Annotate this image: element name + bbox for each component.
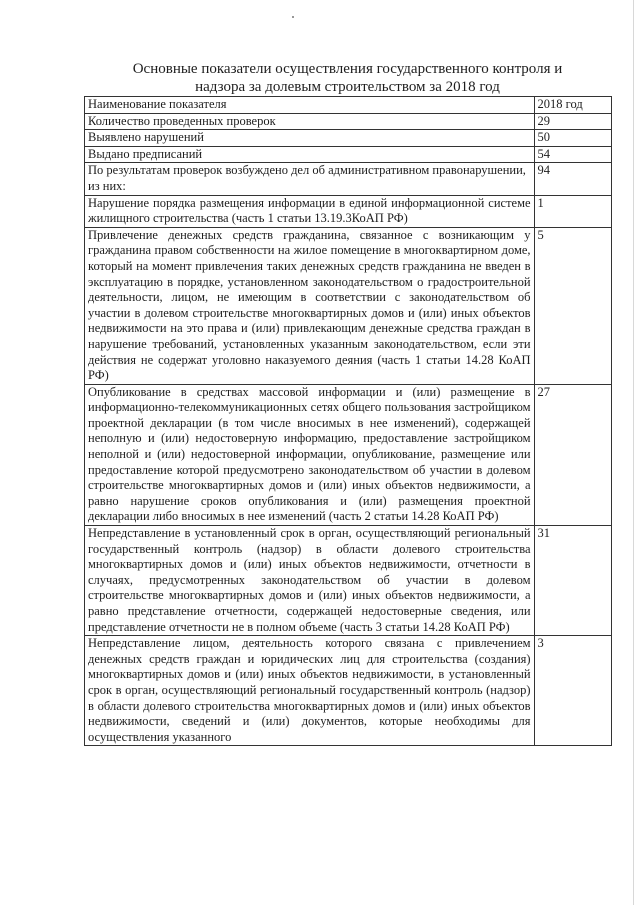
header-name-cell: Наименование показателя (85, 97, 535, 114)
indicator-name: Выявлено нарушений (85, 130, 535, 147)
table-row (85, 526, 612, 636)
table-row (85, 113, 612, 130)
indicator-name: Непредставление лицом, деятельность которого связана с привлечением денежных средств граждан и юридических лиц для строительства (создания) многоквартирных домов и (или) иных объектов недвижимости, в установленный срок в орган, осуществляющий региональный государственный контроль (надзор) в области долевого строительства многоквартирных домов и (или) иных объектов недвижимости, сведений и (или) документов, которые необходимы для осуществления указанного (85, 636, 535, 746)
indicator-name: Количество проведенных проверок (85, 113, 535, 130)
indicator-name: Нарушение порядка размещения информации в единой информационной системе жилищного строительства (часть 1 статьи 13.19.3КоАП РФ) (85, 195, 535, 227)
table-row (85, 163, 612, 195)
table-header-row (85, 97, 612, 114)
table-row (85, 384, 612, 525)
indicator-value: 5 (534, 227, 611, 384)
document-title (80, 60, 615, 96)
indicator-name: Непредставление в установленный срок в орган, осуществляющий региональный государственный контроль (надзор) в области долевого строительства многоквартирных домов и (или) иных объектов недвижимости, отчетности в случаях, предусмотренных законодательством об участии в долевом строительстве многоквартирных домов и (или) иных объектов недвижимости, а равно представление отчетности, содержащей недостоверные сведения, или представление отчетности не в полном объеме (часть 3 статьи 14.28 КоАП РФ) (85, 526, 535, 636)
indicator-name: По результатам проверок возбуждено дел об административном правонарушении, из них: (85, 163, 535, 195)
indicator-value: 94 (534, 163, 611, 195)
indicator-value: 50 (534, 130, 611, 147)
indicator-value: 54 (534, 146, 611, 163)
indicator-value: 29 (534, 113, 611, 130)
table-row (85, 146, 612, 163)
title-line-1: Основные показатели осуществления государственного контроля и (132, 61, 563, 77)
indicator-name: Выдано предписаний (85, 146, 535, 163)
scan-edge-line (633, 0, 634, 905)
table-row (85, 130, 612, 147)
scan-speck (292, 16, 294, 18)
indicator-value: 31 (534, 526, 611, 636)
title-line-2: надзора за долевым строительством за 2018 год (195, 79, 500, 95)
indicator-value: 3 (534, 636, 611, 746)
header-year-cell: 2018 год (534, 97, 611, 114)
indicators-table (84, 96, 612, 746)
indicator-name: Привлечение денежных средств гражданина, связанное с возникающим у гражданина правом собственности на жилое помещение в многоквартирном доме, который на момент привлечения таких денежных средств гражданина не введен в эксплуатацию в порядке, установленном законодательством о градостроительной деятельности, лицом, не имеющим в соответствии с законодательством об участии в долевом строительстве многоквартирных домов и (или) иных объектов недвижимости на это права и (или) привлекающим денежные средства граждан в нарушение требований, установленных указанным законодательством, если эти действия не содержат уголовно наказуемого деяния (часть 1 статьи 14.28 КоАП РФ) (85, 227, 535, 384)
table-row (85, 227, 612, 384)
indicator-value: 27 (534, 384, 611, 525)
table-row (85, 195, 612, 227)
indicator-value: 1 (534, 195, 611, 227)
table-row (85, 636, 612, 746)
indicator-name: Опубликование в средствах массовой информации и (или) размещение в информационно-телекоммуникационных сетях общего пользования застройщиком проектной декларации (в том числе вносимых в нее изменений), содержащей неполную и (или) недостоверную информацию, предоставление застройщиком неполной и (или) недостоверной информации, опубликование, размещение или предоставление которой предусмотрено законодательством об участии в долевом строительстве многоквартирных домов и (или) иных объектов недвижимости, а равно нарушение сроков опубликования и (или) размещения проектной декларации либо вносимых в нее изменений (часть 2 статьи 14.28 КоАП РФ) (85, 384, 535, 525)
